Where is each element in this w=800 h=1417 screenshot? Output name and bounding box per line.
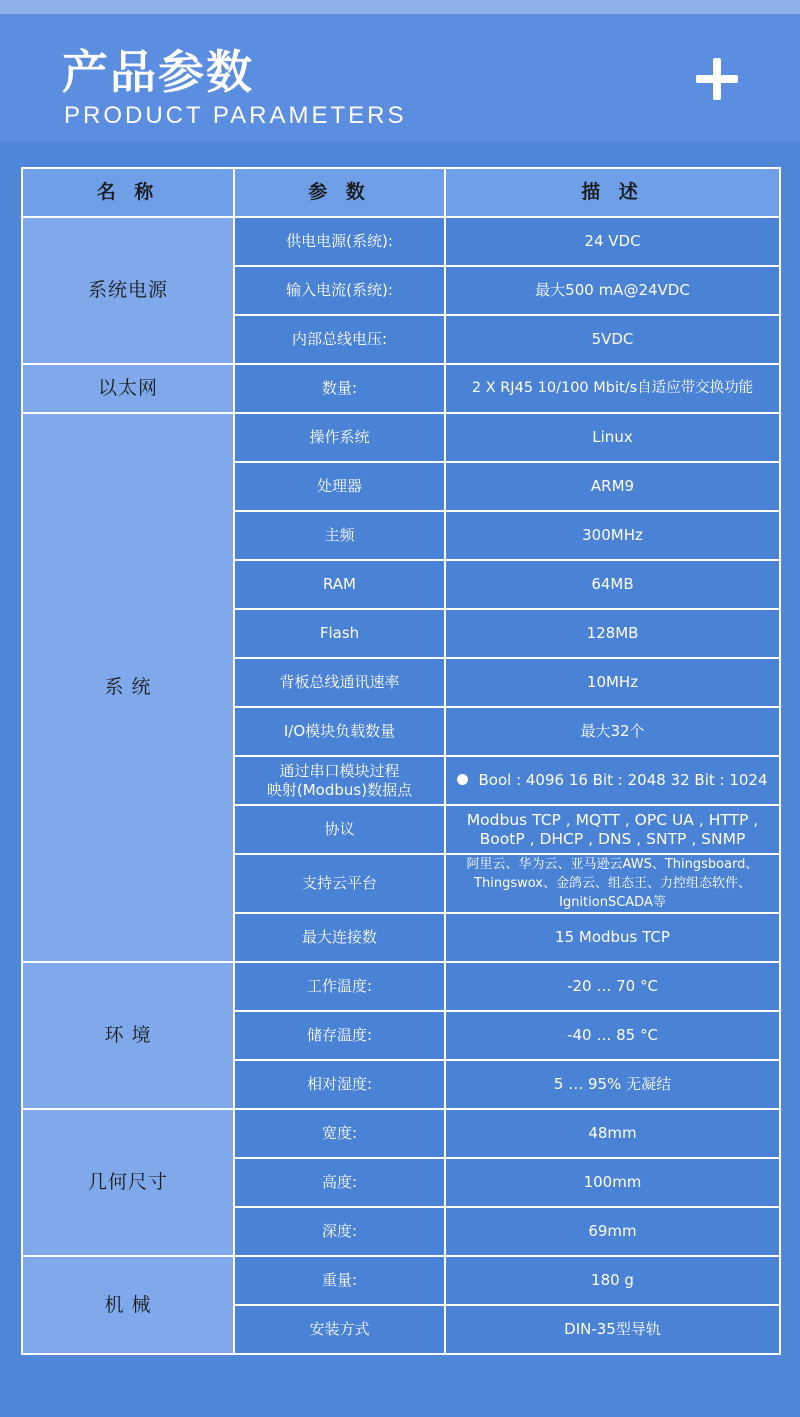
category-cell: 以太网 [22,364,234,413]
category-cell: 系统电源 [22,217,234,364]
param-cell: I/O模块负载数量 [234,707,445,756]
category-cell: 环 境 [22,962,234,1109]
param-cell: 协议 [234,805,445,854]
desc-cell: 180 g [445,1256,780,1305]
desc-cell: DIN-35型导轨 [445,1305,780,1354]
param-cell: 深度: [234,1207,445,1256]
parameters-table [21,167,781,1355]
desc-cell: 最大500 mA@24VDC [445,266,780,315]
desc-cell: ARM9 [445,462,780,511]
desc-cell: -20 … 70 °C [445,962,780,1011]
desc-cell: 最大32个 [445,707,780,756]
category-cell: 几何尺寸 [22,1109,234,1256]
param-cell: 支持云平台 [234,854,445,913]
desc-cell: 300MHz [445,511,780,560]
param-cell: Flash [234,609,445,658]
desc-cell: 15 Modbus TCP [445,913,780,962]
desc-line: IgnitionSCADA等 [559,895,666,910]
desc-cell: 5VDC [445,315,780,364]
desc-line: Modbus TCP , MQTT , OPC UA , HTTP , [466,810,759,829]
page-subtitle: PRODUCT PARAMETERS [64,102,407,129]
table-row [22,1109,780,1158]
top-accent-bar [0,0,800,14]
desc-cell: 64MB [445,560,780,609]
param-cell: 内部总线电压: [234,315,445,364]
param-cell: 背板总线通讯速率 [234,658,445,707]
desc-text: Bool : 4096 16 Bit : 2048 32 Bit : 1024 [478,771,768,789]
desc-cell: 100mm [445,1158,780,1207]
column-header-name: 名 称 [22,168,234,217]
category-cell: 机 械 [22,1256,234,1354]
param-cell: 操作系统 [234,413,445,462]
page-header [0,14,800,143]
column-header-desc: 描 述 [445,168,780,217]
table-row [22,217,780,266]
desc-cell: 24 VDC [445,217,780,266]
param-line: 通过串口模块过程 [279,761,400,780]
param-cell: 相对湿度: [234,1060,445,1109]
desc-cell [445,756,780,805]
plus-icon [696,58,738,100]
desc-cell: 5 … 95% 无凝结 [445,1060,780,1109]
column-header-param: 参 数 [234,168,445,217]
param-cell: 工作温度: [234,962,445,1011]
param-cell: 输入电流(系统): [234,266,445,315]
category-cell: 系 统 [22,413,234,962]
desc-line: Thingswox、金鸽云、组态王、力控组态软件、 [474,876,751,891]
param-cell [234,756,445,805]
table-row [22,962,780,1011]
desc-cell: 69mm [445,1207,780,1256]
desc-cell: 48mm [445,1109,780,1158]
desc-cell [445,854,780,913]
param-cell: 重量: [234,1256,445,1305]
page-title: 产品参数 [62,45,254,99]
table-row [22,413,780,462]
desc-cell: Linux [445,413,780,462]
param-cell: 宽度: [234,1109,445,1158]
param-cell: 最大连接数 [234,913,445,962]
param-line: 映射(Modbus)数据点 [266,780,413,799]
desc-cell: 2 X RJ45 10/100 Mbit/s自适应带交换功能 [445,364,780,413]
table-row [22,364,780,413]
table-header-row [22,168,780,217]
param-cell: 高度: [234,1158,445,1207]
param-cell: 安装方式 [234,1305,445,1354]
bullet-dot-icon [457,774,468,785]
desc-line: BootP , DHCP , DNS , SNTP , SNMP [479,829,746,848]
param-cell: 主频 [234,511,445,560]
desc-cell: 128MB [445,609,780,658]
desc-cell [445,805,780,854]
desc-cell: 10MHz [445,658,780,707]
param-cell: 处理器 [234,462,445,511]
desc-line: 阿里云、华为云、亚马逊云AWS、Thingsboard、 [466,857,759,872]
table-row [22,1256,780,1305]
desc-cell: -40 … 85 °C [445,1011,780,1060]
param-cell: 储存温度: [234,1011,445,1060]
param-cell: RAM [234,560,445,609]
param-cell: 数量: [234,364,445,413]
param-cell: 供电电源(系统): [234,217,445,266]
